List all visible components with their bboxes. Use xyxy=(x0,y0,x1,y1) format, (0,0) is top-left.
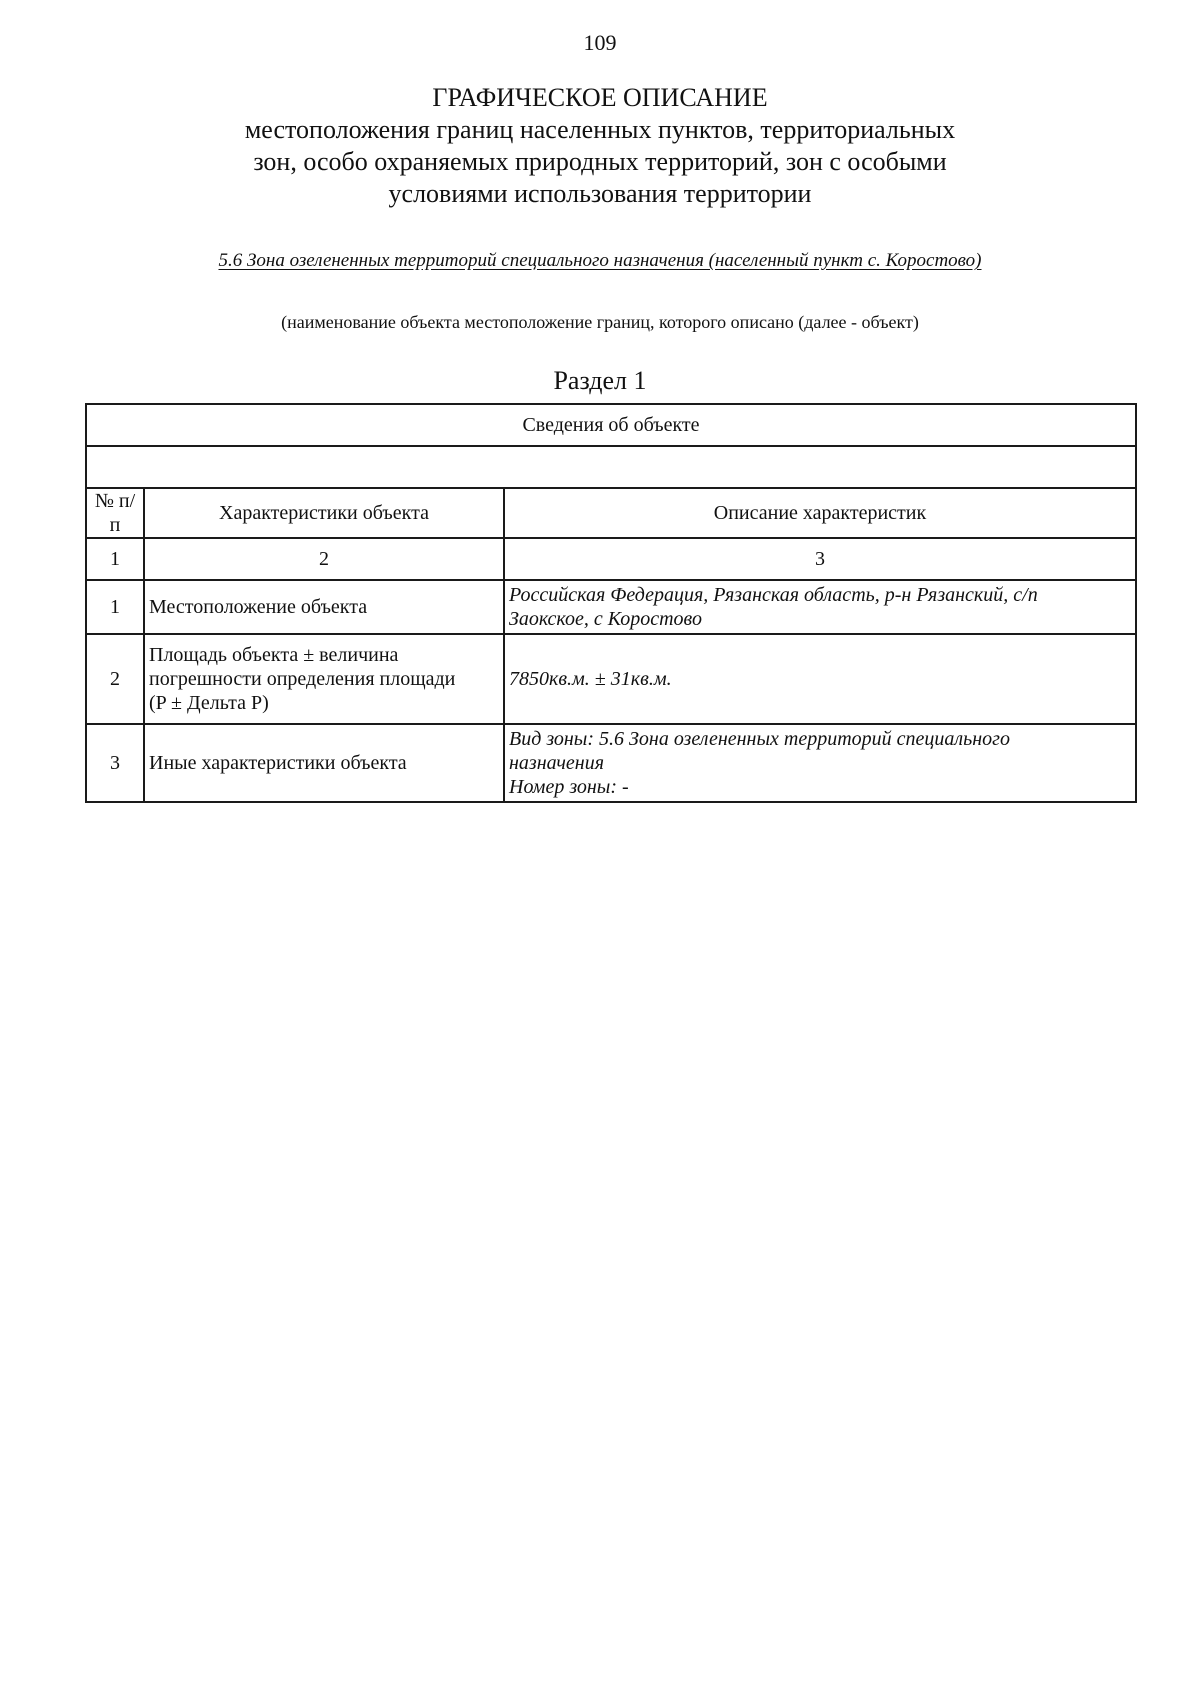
row-characteristic xyxy=(144,724,504,802)
object-info-table xyxy=(85,403,1137,803)
table-caption: Сведения об объекте xyxy=(86,404,1136,446)
characteristic-line: погрешности определения площади xyxy=(149,668,456,690)
table-index-row xyxy=(86,538,1136,580)
row-characteristic xyxy=(144,580,504,634)
row-num: 1 xyxy=(86,580,144,634)
description-line: Российская Федерация, Рязанская область, р-н Рязанский, с/п xyxy=(509,584,1038,606)
index-cell: 2 xyxy=(144,538,504,580)
title-line-3: зон, особо охраняемых природных территорий, зон с особыми xyxy=(253,147,947,176)
object-caption: (наименование объекта местоположение границ, которого описано (далее - объект) xyxy=(281,312,919,332)
table-row xyxy=(86,580,1136,634)
table-header-row xyxy=(86,488,1136,538)
section-title: Раздел 1 xyxy=(553,366,647,395)
header-num: № п/п xyxy=(86,488,144,538)
description-line: назначения xyxy=(509,752,605,774)
row-num: 3 xyxy=(86,724,144,802)
description-line: 7850кв.м. ± 31кв.м. xyxy=(509,668,672,690)
table-caption-row xyxy=(86,404,1136,446)
index-cell: 3 xyxy=(504,538,1136,580)
document-title xyxy=(0,82,1200,210)
table-row xyxy=(86,634,1136,724)
object-name: 5.6 Зона озелененных территорий специального назначения (населенный пункт с. Коростово) xyxy=(218,250,982,271)
title-line-1: ГРАФИЧЕСКОЕ ОПИСАНИЕ xyxy=(432,83,768,112)
table-row xyxy=(86,724,1136,802)
title-line-4: условиями использования территории xyxy=(388,179,812,208)
row-description xyxy=(504,580,1136,634)
characteristic-line: (P ± Дельта P) xyxy=(149,692,269,714)
description-line: Заокское, с Коростово xyxy=(509,608,702,630)
table-empty-cell xyxy=(86,446,1136,488)
description-line: Номер зоны: - xyxy=(509,776,629,798)
table-empty-row xyxy=(86,446,1136,488)
description-line: Вид зоны: 5.6 Зона озелененных территорий специального xyxy=(509,728,1010,750)
row-num: 2 xyxy=(86,634,144,724)
header-description: Описание характеристик xyxy=(504,488,1136,538)
characteristic-line: Площадь объекта ± величина xyxy=(149,644,399,666)
characteristic-line: Местоположение объекта xyxy=(149,596,368,618)
page-number: 109 xyxy=(583,30,617,55)
header-characteristic: Характеристики объекта xyxy=(144,488,504,538)
row-description xyxy=(504,724,1136,802)
title-line-2: местоположения границ населенных пунктов, территориальных xyxy=(244,115,956,144)
row-description xyxy=(504,634,1136,724)
row-characteristic xyxy=(144,634,504,724)
index-cell: 1 xyxy=(86,538,144,580)
characteristic-line: Иные характеристики объекта xyxy=(149,752,407,774)
